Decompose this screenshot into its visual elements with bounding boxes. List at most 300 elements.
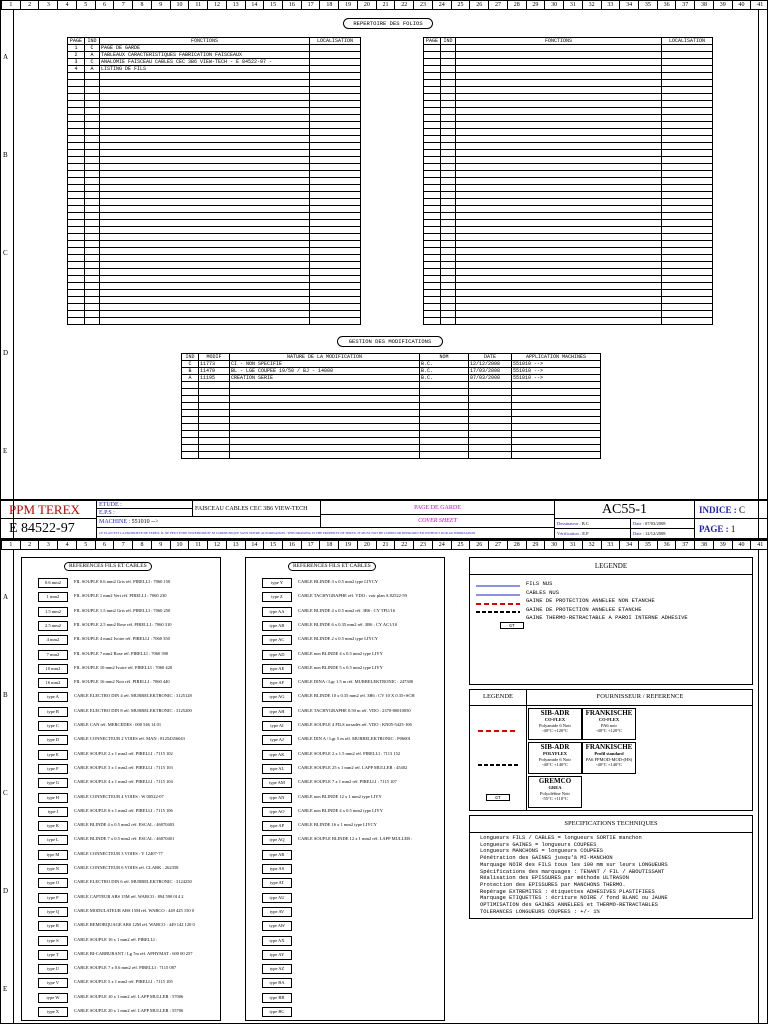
cell-fonction — [100, 234, 310, 241]
cable-type-code: type AB — [262, 621, 292, 631]
cell-fonction — [100, 311, 310, 318]
table-row — [182, 389, 601, 396]
cable-description: FIL SOUPLE 0.6 mm2 Gris réf. PIRELLI : 7060 150 — [74, 579, 171, 584]
cable-type-code: type D — [38, 735, 68, 745]
ruler-column-number: 14 — [245, 541, 264, 549]
references-title-left: REFERENCES FILS ET CABLES — [64, 562, 152, 571]
cell-ind — [441, 227, 456, 234]
cell-page: 4 — [68, 66, 85, 73]
cell-fonction — [100, 192, 310, 199]
cell-loc — [662, 101, 713, 108]
ruler-column-number: 29 — [526, 541, 545, 549]
cell-fonction: PAGE DE GARDE — [100, 45, 310, 52]
cell-app — [512, 431, 601, 438]
cell-ind: C — [85, 45, 100, 52]
cell-ind — [441, 262, 456, 269]
date-field-1 — [631, 519, 695, 529]
folios-title: REPERTOIRE DES FOLIOS — [343, 18, 433, 29]
ruler-column-number: 7 — [113, 1, 132, 9]
cell-loc — [662, 304, 713, 311]
reference-row — [22, 905, 220, 917]
table-row — [68, 129, 361, 136]
cell-page — [68, 101, 85, 108]
cell-ind — [85, 227, 100, 234]
references-list-right — [245, 557, 445, 1021]
cell-ind — [85, 164, 100, 171]
cell-date — [469, 452, 512, 459]
cell-page: 1 — [68, 45, 85, 52]
cable-type-code: type AQ — [262, 835, 292, 845]
cell-loc — [662, 269, 713, 276]
cable-type-code: type U — [38, 964, 68, 974]
cell-fonction — [456, 290, 662, 297]
table-row — [424, 136, 713, 143]
specification-line: Protection des EPISSURES par MANCHONS THERMO. — [480, 881, 626, 888]
cell-fonction: ANALOMIE FAISCEAU CABLES CEC 3B6 VIEW-TECH - E 84522-97 - — [100, 59, 310, 66]
cell-date — [469, 396, 512, 403]
column-header-page: PAGE — [424, 38, 441, 45]
table-row — [68, 59, 361, 66]
table-row — [68, 199, 361, 206]
column-header-ind: IND — [182, 354, 199, 361]
cable-type-code: type AO — [262, 807, 292, 817]
cell-page: 2 — [68, 52, 85, 59]
cell-ind — [182, 438, 199, 445]
table-row — [68, 94, 361, 101]
cell-loc — [662, 94, 713, 101]
ruler-column-number: 27 — [488, 541, 507, 549]
ruler-column-number: 36 — [657, 541, 676, 549]
cell-ind — [182, 410, 199, 417]
cell-fonction — [100, 290, 310, 297]
column-header-ind: IND — [85, 38, 100, 45]
cell-modif — [199, 410, 230, 417]
divider — [470, 832, 752, 833]
cell-loc — [310, 73, 361, 80]
cell-app — [512, 438, 601, 445]
ruler-column-number: 11 — [188, 1, 207, 9]
cell-fonction — [456, 213, 662, 220]
cell-page — [424, 311, 441, 318]
folios-table-right — [423, 37, 713, 325]
table-row — [68, 66, 361, 73]
legend-header: LEGENDE — [483, 693, 513, 700]
brand: FRANKISCHE — [585, 743, 633, 751]
table-row — [68, 143, 361, 150]
legend-item-label: CABLES NUS — [526, 588, 560, 596]
cell-nature: BL - LGE COUPEE 19/50 / BJ - 14000 — [230, 368, 420, 375]
cell-page — [424, 45, 441, 52]
cell-loc — [310, 164, 361, 171]
supplier-gremco — [528, 776, 582, 808]
cell-nom — [420, 445, 469, 452]
cell-fonction — [100, 220, 310, 227]
cell-page — [424, 304, 441, 311]
table-row — [68, 45, 361, 52]
cell-fonction — [100, 241, 310, 248]
cell-loc — [662, 157, 713, 164]
cell-loc — [662, 108, 713, 115]
cell-loc — [310, 206, 361, 213]
reference-row — [246, 919, 444, 931]
specification-line: Marquage ETIQUETTES : écriture NOIRE / fond BLANC ou JAUNE — [480, 895, 668, 902]
ruler-column-number: 4 — [57, 1, 76, 9]
table-row — [424, 220, 713, 227]
cable-type-code: type BC — [262, 1007, 292, 1017]
folios-table-left — [67, 37, 361, 325]
cell-fonction — [456, 157, 662, 164]
reference-row — [246, 762, 444, 774]
specifications-title: SPECIFICATIONS TECHNIQUES — [564, 820, 658, 827]
cell-ind — [85, 192, 100, 199]
cell-fonction — [456, 248, 662, 255]
cell-ind: A — [182, 375, 199, 382]
cable-type-code: type AI — [262, 721, 292, 731]
cell-ind — [441, 73, 456, 80]
table-row — [424, 192, 713, 199]
cell-loc — [310, 157, 361, 164]
cell-modif — [199, 452, 230, 459]
title-block — [1, 499, 768, 539]
cell-page — [68, 255, 85, 262]
ruler-column-number: 8 — [132, 1, 151, 9]
dessinateur-value: B.C — [581, 521, 589, 526]
cell-loc — [310, 318, 361, 325]
cell-loc — [310, 129, 361, 136]
cell-page — [68, 185, 85, 192]
reference-row — [22, 576, 220, 588]
indice-label: INDICE : — [699, 505, 737, 515]
page-number-field — [695, 519, 768, 539]
cell-page — [424, 136, 441, 143]
row-letter: C — [3, 249, 8, 257]
column-header-modif: MODIF — [199, 354, 230, 361]
brand: GREMCO — [538, 777, 572, 785]
ruler-column-number: 17 — [301, 541, 320, 549]
reference-row — [246, 805, 444, 817]
cell-loc — [662, 129, 713, 136]
cell-modif — [199, 382, 230, 389]
cable-description: CABLE SOUPLE 2 x 1.5 mm2 réf. PIRELLI : 7113 152 — [298, 750, 401, 756]
cell-ind — [85, 185, 100, 192]
cell-fonction — [456, 59, 662, 66]
cell-loc — [662, 143, 713, 150]
table-row — [68, 101, 361, 108]
cell-loc — [662, 213, 713, 220]
cell-page — [424, 164, 441, 171]
cell-page — [424, 199, 441, 206]
cable-description: CABLE SOUPLE 16 x 1 mm2 réf. PIRELLI : — [74, 936, 158, 942]
cell-ind — [441, 136, 456, 143]
specification-line: Marquage NOIR des FILS tous les 100 mm sur leurs LONGUEURS — [480, 861, 668, 868]
table-row — [424, 269, 713, 276]
ruler-column-number: 18 — [319, 1, 338, 9]
page-title-en: COVER SHEET — [321, 515, 555, 528]
cell-nom: B.C. — [420, 375, 469, 382]
table-row — [424, 73, 713, 80]
cable-type-code: 16 mm2 — [38, 678, 68, 688]
cell-page — [68, 108, 85, 115]
reference-row — [22, 891, 220, 903]
cell-loc — [310, 66, 361, 73]
reference-row — [246, 862, 444, 874]
cell-fonction — [456, 108, 662, 115]
cable-type-code: type AL — [262, 764, 292, 774]
cable-description: CABLE BLINDE 4 x 0.5 mm2 réf. 3B6 : CY TFU/16 — [298, 607, 395, 613]
cell-ind — [182, 417, 199, 424]
cell-page — [424, 122, 441, 129]
cell-page — [68, 164, 85, 171]
cell-fonction — [100, 178, 310, 185]
cell-loc — [310, 311, 361, 318]
gt-label: GT — [509, 624, 515, 629]
table-row — [424, 80, 713, 87]
cell-fonction: TABLEAUX CARACTERISTIQUES FABRICATION FAISCEAUX — [100, 52, 310, 59]
cable-description: CABLE BI-CARBURANT / Lg 7m réf. APHYMAT : 600 00 257 — [74, 950, 193, 956]
reference-row — [22, 991, 220, 1003]
cell-page — [424, 80, 441, 87]
cell-fonction — [456, 234, 662, 241]
specification-line: TOLERANCES LONGUEURS COUPEES : +/- 1% — [480, 908, 600, 915]
cell-ind — [85, 80, 100, 87]
ruler-column-number: 29 — [526, 1, 545, 9]
cable-description: CABLE ELECTRO DIN 8 réf. MURRELEKTRONIC : 3125200 — [74, 707, 192, 713]
cable-type-code: type AY — [262, 950, 292, 960]
cable-type-code: type BB — [262, 993, 292, 1003]
verification-value: E.F — [582, 531, 589, 536]
cell-ind — [85, 122, 100, 129]
reference-row — [22, 776, 220, 788]
cable-type-code: 1 mm2 — [38, 592, 68, 602]
references-sheet — [0, 540, 768, 1024]
row-letter: C — [3, 789, 8, 797]
table-row — [68, 262, 361, 269]
cable-description: CABLE BLINDE 2 x 0.5 mm2 type LIYCY — [298, 636, 378, 642]
ruler-column-number: 14 — [245, 1, 264, 9]
legend-item-label: FILS NUS — [526, 580, 553, 587]
cell-loc — [662, 297, 713, 304]
ruler-column-number: 33 — [601, 541, 620, 549]
table-row — [424, 171, 713, 178]
cell-ind — [441, 269, 456, 276]
table-row — [424, 311, 713, 318]
cell-nom — [420, 424, 469, 431]
cell-ind — [85, 283, 100, 290]
cell-loc — [310, 290, 361, 297]
row-rail-right — [758, 550, 767, 1023]
cell-fonction — [456, 206, 662, 213]
cell-ind — [85, 143, 100, 150]
date-label: Date : — [633, 521, 644, 526]
cell-ind — [85, 101, 100, 108]
row-letter: D — [3, 349, 9, 357]
cell-ind — [182, 424, 199, 431]
specification-line: OPTIMISATION des GAINES ANNELEES et THERMO-RETRACTABLES — [480, 902, 658, 909]
ruler-column-number: 38 — [694, 1, 713, 9]
cable-type-code: type AM — [262, 778, 292, 788]
row-letter: A — [3, 593, 9, 601]
cell-fonction — [100, 115, 310, 122]
cell-date — [469, 438, 512, 445]
cell-ind: A — [85, 52, 100, 59]
cell-fonction — [456, 101, 662, 108]
cell-loc — [310, 80, 361, 87]
supplier-box — [469, 689, 753, 811]
cell-fonction — [456, 192, 662, 199]
cell-page — [424, 283, 441, 290]
cell-ind — [85, 115, 100, 122]
cell-loc — [662, 136, 713, 143]
cable-description: CABLE SOUPLE 3 x 1 mm2 réf. PIRELLI : 7115 103 — [74, 764, 173, 770]
cell-nom — [420, 389, 469, 396]
cell-ind — [441, 80, 456, 87]
table-row — [182, 438, 601, 445]
ruler-column-number: 10 — [170, 541, 189, 549]
ruler-column-number: 28 — [507, 1, 526, 9]
cell-loc — [662, 220, 713, 227]
cell-loc — [662, 150, 713, 157]
cell-page — [68, 262, 85, 269]
cell-ind — [85, 94, 100, 101]
cell-fonction — [456, 52, 662, 59]
cell-page — [68, 227, 85, 234]
cable-type-code: type AG — [262, 692, 292, 702]
ruler-column-number: 9 — [151, 541, 170, 549]
table-header-row — [68, 38, 361, 45]
cell-modif: 11195 — [199, 375, 230, 382]
table-row — [68, 241, 361, 248]
table-row — [424, 304, 713, 311]
cell-app: 551010 --> — [512, 375, 601, 382]
cable-type-code: type AT — [262, 878, 292, 888]
cable-type-code: type AC — [262, 635, 292, 645]
table-row — [424, 108, 713, 115]
product: GREA — [548, 785, 562, 790]
cable-description: FIL SOUPLE 2.5 mm2 Rose réf. PIRELLI : 7060 310 — [74, 621, 172, 627]
cell-page — [68, 150, 85, 157]
cell-ind — [441, 276, 456, 283]
cell-loc — [310, 248, 361, 255]
document-number: E 84522-97 — [1, 519, 97, 539]
cell-app — [512, 403, 601, 410]
cell-loc — [310, 234, 361, 241]
cell-modif — [199, 438, 230, 445]
cell-page — [68, 234, 85, 241]
cell-page — [68, 122, 85, 129]
reference-row — [22, 733, 220, 745]
table-row — [424, 206, 713, 213]
ruler-column-number: 37 — [675, 1, 694, 9]
cable-type-code: type O — [38, 878, 68, 888]
machine-value: 551010 --> — [131, 519, 159, 525]
reference-row — [22, 676, 220, 688]
cell-fonction — [100, 297, 310, 304]
ruler-column-number: 32 — [582, 1, 601, 9]
cable-type-code: type B — [38, 707, 68, 717]
table-row — [424, 150, 713, 157]
cell-modif — [199, 396, 230, 403]
machine-field — [97, 517, 321, 528]
cell-page — [424, 241, 441, 248]
cell-fonction — [456, 164, 662, 171]
ruler-column-number: 21 — [376, 1, 395, 9]
cell-fonction — [100, 73, 310, 80]
cell-page — [424, 108, 441, 115]
cell-fonction — [456, 143, 662, 150]
cell-ind — [85, 269, 100, 276]
cell-ind — [441, 45, 456, 52]
cell-loc — [310, 136, 361, 143]
cable-description: CABLE CAN réf. MERCEDES : 000 546 14 01 — [74, 722, 162, 727]
cell-ind — [441, 52, 456, 59]
supplier-header: FOURNISSEUR / REFERENCE — [596, 693, 684, 700]
table-row — [68, 318, 361, 325]
cell-fonction — [456, 129, 662, 136]
cell-ind — [441, 192, 456, 199]
dessinateur-field — [555, 519, 631, 529]
cell-loc — [662, 122, 713, 129]
cell-ind — [441, 248, 456, 255]
cable-type-code: type AU — [262, 893, 292, 903]
cell-loc — [662, 52, 713, 59]
gt-label: GT — [495, 796, 501, 801]
cell-ind — [441, 220, 456, 227]
material: Polyamide 6 Noir — [539, 756, 571, 762]
cell-nom: B.C. — [420, 368, 469, 375]
cell-modif — [199, 445, 230, 452]
reference-row — [246, 948, 444, 960]
cell-ind — [441, 178, 456, 185]
modifications-title: GESTION DES MODIFICATIONS — [337, 336, 443, 347]
cable-description: CABLE SOUPLE 4 FILS torsadés réf. VDO : KN05-5425-106 — [298, 722, 412, 727]
cell-modif: 11479 — [199, 368, 230, 375]
specification-line: Repérage EXTREMITES : étiquettes ADHESIVES PLASTIFIEES — [480, 888, 655, 895]
cell-page — [424, 227, 441, 234]
reference-row — [246, 733, 444, 745]
table-row — [424, 262, 713, 269]
table-row — [424, 115, 713, 122]
cell-fonction — [456, 241, 662, 248]
cable-type-code: type K — [38, 821, 68, 831]
cable-type-code: type AJ — [262, 735, 292, 745]
cell-page — [424, 269, 441, 276]
ruler-column-number: 33 — [601, 1, 620, 9]
cell-nom — [420, 396, 469, 403]
cable-type-code: 7 mm2 — [38, 650, 68, 660]
cell-fonction — [456, 283, 662, 290]
cell-fonction — [100, 185, 310, 192]
reference-row — [246, 962, 444, 974]
ruler-column-number: 11 — [188, 541, 207, 549]
cell-fonction — [100, 262, 310, 269]
table-row — [424, 101, 713, 108]
reference-row — [246, 648, 444, 660]
cell-nature: CI - NON SPECIFIE — [230, 361, 420, 368]
cell-loc — [662, 59, 713, 66]
cell-loc — [662, 80, 713, 87]
ruler-column-number: 1 — [1, 1, 20, 9]
column-ruler-bottom — [1, 541, 768, 550]
cell-page — [68, 206, 85, 213]
cell-ind: B — [182, 368, 199, 375]
cell-loc — [310, 213, 361, 220]
ruler-column-number: 20 — [357, 541, 376, 549]
cell-ind — [85, 276, 100, 283]
column-header-localisation: LOCALISATION — [310, 38, 361, 45]
cell-ind — [441, 143, 456, 150]
cell-fonction — [100, 129, 310, 136]
cable-description: CABLE BLINDE 16 x 1 mm2 type LIYCY — [298, 822, 377, 828]
